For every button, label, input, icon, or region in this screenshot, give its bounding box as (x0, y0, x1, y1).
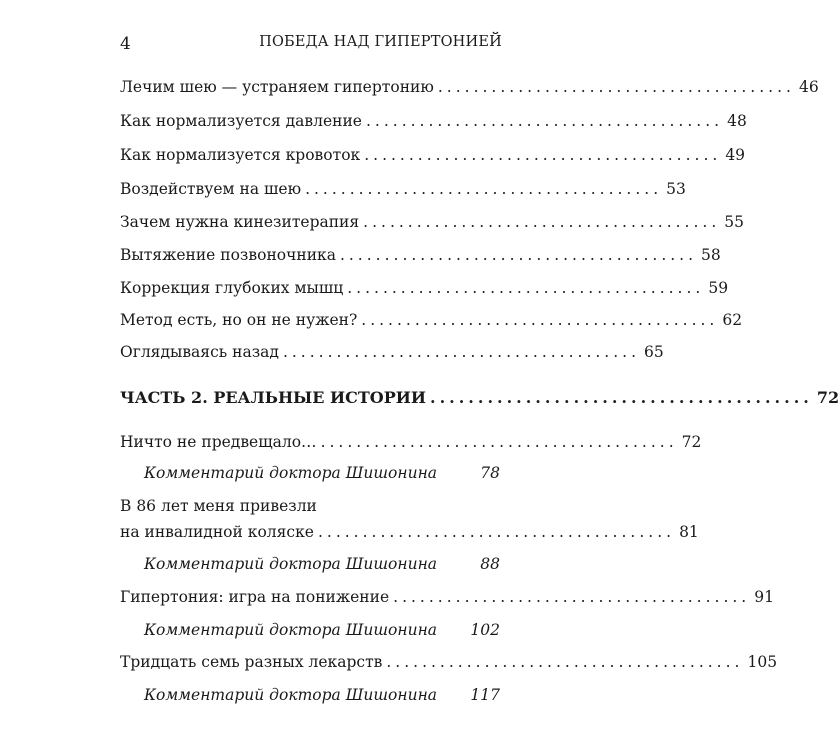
toc-entry-title: на инвалидной коляске (120, 523, 314, 541)
dot-leader: ........................................ (437, 78, 795, 96)
dot-leader: ........................................ (363, 213, 721, 231)
toc-entry-page: 91 (754, 588, 774, 606)
toc-entry (120, 213, 744, 231)
dot-leader: ........................................ (364, 146, 722, 164)
toc-entry-page: 88 (480, 555, 500, 573)
toc-entry-page: 53 (666, 180, 686, 198)
toc-entry (120, 523, 699, 541)
toc-entry (120, 78, 819, 96)
dot-leader: ........................................ (339, 246, 698, 264)
dot-leader: ........................................ (347, 279, 705, 297)
toc-entry-title: Комментарий доктора Шишонина (144, 686, 438, 704)
dot-leader: ........................................ (320, 433, 678, 451)
toc-entry-page: 46 (798, 78, 819, 96)
toc-entry-page: 105 (747, 653, 778, 671)
toc-entry-page: 72 (681, 433, 702, 451)
dot-leader: ........................................ (317, 523, 676, 541)
dot-leader: ........................................ (282, 343, 641, 361)
toc-entry-title: Вытяжение позвоночника (120, 246, 336, 264)
running-title: ПОБЕДА НАД ГИПЕРТОНИЕЙ (259, 34, 502, 50)
toc-entry-title-line1: В 86 лет меня привезли (120, 497, 317, 515)
toc-part-page: 72 (816, 388, 839, 407)
toc-entry (120, 180, 686, 198)
dot-leader: ........................................ (361, 311, 719, 329)
toc-entry-title: Лечим шею — устраняем гипертонию (120, 78, 434, 96)
toc-entry (120, 433, 702, 451)
toc-entry-page: 62 (722, 311, 743, 329)
toc-entry (120, 146, 746, 164)
dot-leader: ........................................ (305, 180, 663, 198)
page-header (120, 34, 502, 56)
toc-entry-page: 59 (708, 279, 729, 297)
toc-entry-title: Как нормализуется кровоток (120, 146, 361, 164)
toc-entry-page: 81 (679, 523, 699, 541)
dot-leader: ........................................ (393, 588, 751, 606)
toc-entry-title: Как нормализуется давление (120, 112, 362, 130)
toc-entry-title: Ничто не предвещало… (120, 433, 317, 451)
toc-part-heading (120, 388, 839, 407)
toc-entry-title: Комментарий доктора Шишонина (144, 555, 438, 573)
toc-entry-title: Коррекция глубоких мышц (120, 279, 344, 297)
toc-comment-entry (144, 464, 500, 482)
toc-entry (120, 311, 743, 329)
toc-entry-title: Зачем нужна кинезитерапия (120, 213, 360, 231)
toc-entry-page: 78 (480, 464, 500, 482)
dot-leader: ........................................ (386, 653, 744, 671)
page-number: 4 (120, 34, 131, 54)
toc-comment-entry (144, 621, 500, 639)
toc-entry-title: Метод есть, но он не нужен? (120, 311, 358, 329)
toc-entry-title: Комментарий доктора Шишонина (144, 621, 438, 639)
toc-comment-entry (144, 686, 500, 704)
dot-leader: ........................................ (365, 112, 724, 130)
toc-entry-page: 49 (725, 146, 746, 164)
toc-entry (120, 112, 747, 130)
toc-entry-page: 48 (727, 112, 747, 130)
toc-entry (120, 343, 664, 361)
toc-entry-page: 102 (470, 621, 500, 639)
toc-entry-page: 117 (470, 686, 500, 704)
dot-leader: ........................................ (430, 388, 813, 407)
toc-entry-page: 58 (701, 246, 721, 264)
toc-entry (120, 588, 774, 606)
toc-entry-title: Гипертония: игра на понижение (120, 588, 390, 606)
toc-entry-page: 55 (724, 213, 744, 231)
toc-entry (120, 246, 721, 264)
toc-entry-page: 65 (644, 343, 664, 361)
toc-entry-title: Тридцать семь разных лекарств (120, 653, 383, 671)
toc-entry-title: Воздействуем на шею (120, 180, 302, 198)
toc-part-title: ЧАСТЬ 2. РЕАЛЬНЫЕ ИСТОРИИ (120, 388, 427, 407)
toc-entry-title: Оглядываясь назад (120, 343, 279, 361)
toc-entry (120, 653, 778, 671)
toc-entry (120, 279, 729, 297)
toc-comment-entry (144, 555, 500, 573)
toc-entry-title: Комментарий доктора Шишонина (144, 464, 438, 482)
